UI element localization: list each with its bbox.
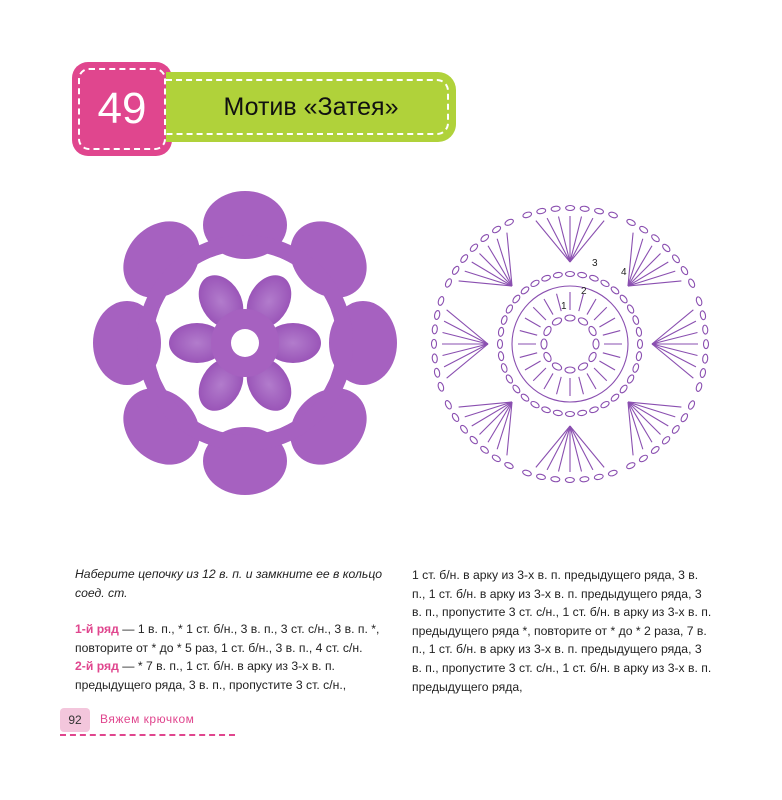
chain-stitch (636, 327, 642, 337)
chain-stitch (541, 339, 547, 349)
stitch-mark (525, 318, 541, 327)
stitch-mark (520, 331, 537, 336)
picot-chain (699, 368, 706, 378)
row-1-label: 1-й ряд (75, 622, 119, 637)
chain-stitch (553, 272, 563, 278)
fan-stitch (444, 344, 488, 367)
chain-stitch (530, 279, 540, 288)
picot-chain (695, 296, 703, 306)
chain-stitch (542, 325, 552, 337)
picot-chain (671, 254, 681, 264)
intro-text: Наберите цепочку из 12 в. п. и замкните ее в кольцо соед. ст. (75, 567, 383, 600)
chain-stitch (577, 410, 587, 416)
picot-chain (580, 476, 589, 482)
picot-chain (680, 265, 689, 275)
row-label-1: 1 (561, 301, 567, 312)
chain-stitch (638, 340, 643, 349)
book-title: Вяжем крючком (100, 712, 195, 726)
picot-chain (444, 400, 452, 410)
picot-chain (565, 477, 574, 482)
chain-stitch (498, 340, 503, 349)
fan-stitch (652, 321, 696, 344)
chain-stitch (626, 304, 635, 314)
stitch-mark (533, 307, 546, 320)
fan-stitch (652, 344, 696, 367)
chain-stitch (500, 315, 508, 325)
picot-chain (491, 225, 501, 234)
stitch-mark (599, 318, 615, 327)
chain-stitch (505, 374, 514, 384)
chain-stitch (530, 400, 540, 409)
chain-stitch (577, 361, 589, 371)
picot-chain (434, 368, 441, 378)
picot-chain (469, 435, 479, 445)
picot-chain (432, 325, 438, 334)
picot-chain (480, 233, 490, 243)
chain-stitch (512, 294, 522, 304)
fan-stitch (547, 426, 570, 470)
chain-stitch (565, 315, 575, 321)
chain-stitch (566, 272, 575, 277)
picot-chain (638, 454, 648, 463)
instructions-column-1 (75, 565, 395, 695)
picot-chain (566, 205, 575, 210)
picot-chain (702, 325, 708, 334)
stitch-mark (520, 353, 537, 358)
picot-chain (594, 474, 604, 481)
picot-chain (551, 476, 560, 482)
chain-stitch (619, 384, 629, 394)
stitch-mark (587, 299, 596, 315)
picot-chain (626, 218, 636, 227)
picot-chain (551, 206, 560, 212)
row-1-instruction (75, 620, 395, 657)
row-label-2: 2 (581, 286, 587, 297)
chain-stitch (512, 384, 522, 394)
chain-stitch (577, 316, 589, 326)
picot-chain (580, 206, 589, 212)
chain-stitch (610, 393, 620, 403)
chain-stitch (626, 374, 635, 384)
picot-chain (639, 225, 649, 234)
stitch-mark (587, 373, 596, 389)
stitch-mark (533, 368, 546, 381)
crochet-chart-diagram (418, 172, 728, 507)
chain-stitch (551, 316, 563, 326)
picot-chain (650, 233, 660, 243)
stitch-mark (594, 368, 607, 381)
fan-stitch (547, 218, 570, 262)
picot-chain (437, 382, 445, 392)
picot-chain (479, 445, 489, 455)
picot-chain (431, 339, 436, 348)
chain-stitch (610, 286, 620, 296)
picot-chain (671, 424, 681, 434)
chain-stitch (541, 274, 551, 282)
picot-chain (451, 412, 460, 422)
row-2-text: — * 7 в. п., 1 ст. б/н. в арку из 3-х в. п. предыдущего ряда, 3 в. п., пропустите 3 ст. с/н., (75, 659, 347, 692)
chain-stitch (520, 286, 530, 296)
stitch-mark (544, 299, 553, 315)
chain-stitch (505, 304, 514, 314)
chain-stitch (632, 315, 640, 325)
chain-stitch (553, 410, 563, 416)
row-label-4: 4 (621, 267, 627, 278)
chain-stitch (600, 400, 610, 409)
chain-stitch (500, 363, 508, 373)
chain-stitch (566, 412, 575, 417)
chain-stitch (520, 393, 530, 403)
picot-chain (661, 435, 671, 445)
picot-chain (437, 296, 445, 306)
picot-chain (434, 310, 441, 320)
picot-chain (522, 211, 532, 219)
row-2-continued: 1 ст. б/н. в арку из 3-х в. п. предыдущего ряда, 3 в. п., 1 ст. б/н. в арку из 3-х в. п. предыдущего ряда, 3 в. п., пропустите 3 ст. с/н., 1 ст. б/н. в арку из 3-х в. п. предыдущего ряда *, повторите от * до * 2 раза, 7 в. п., 1 ст. б/н. в арку из 3-х в. п. предыдущего ряда, 3 в. п., пропустите 3 ст. с/н., 1 ст. б/н. в арку из 3-х в. п. предыдущего ряда, (412, 568, 712, 694)
motif-number: 49 (97, 84, 147, 133)
crochet-motif-photo (80, 175, 410, 510)
page-title: Мотив «Затея» (223, 92, 399, 121)
motif-center-hole (231, 329, 259, 357)
picot-chain (650, 445, 660, 455)
chain-stitch (589, 274, 599, 282)
picot-chain (626, 461, 636, 469)
motif-number-badge (72, 62, 172, 156)
picot-chain (536, 208, 546, 215)
fan-stitch (570, 218, 593, 262)
chain-stitch (541, 406, 551, 414)
picot-chain (459, 253, 469, 263)
instructions-column-2 (412, 566, 712, 696)
picot-chain (661, 243, 671, 253)
picot-chain (522, 469, 532, 477)
picot-chain (504, 461, 514, 470)
picot-chain (703, 340, 708, 349)
stitch-mark (579, 377, 584, 394)
row-label-3: 3 (592, 258, 598, 269)
stitch-mark (544, 373, 553, 389)
picot-chain (594, 208, 604, 215)
stitch-mark (594, 307, 607, 320)
row-2-label: 2-й ряд (75, 659, 119, 674)
row-2-instruction (75, 657, 395, 694)
picot-chain (451, 265, 460, 275)
chain-stitch (498, 351, 504, 361)
picot-chain (491, 454, 501, 463)
picot-chain (695, 382, 703, 392)
picot-chain (680, 413, 689, 423)
chain-stitch (551, 361, 563, 371)
chain-stitch (587, 325, 597, 337)
chain-stitch (600, 279, 610, 288)
row-1-text: — 1 в. п., * 1 ст. б/н., 3 в. п., 3 ст. с/н., 3 в. п. *, повторите от * до * 5 раз, 1 ст. б/н., 3 в. п., 4 ст. с/н. (75, 622, 380, 655)
picot-chain (608, 469, 618, 477)
title-banner (166, 72, 456, 142)
fan-stitch (444, 321, 488, 344)
picot-chain (469, 243, 479, 253)
footer-dashed-line (60, 734, 235, 736)
stitch-mark (603, 331, 620, 336)
picot-chain (459, 424, 469, 434)
chain-stitch (577, 272, 587, 278)
chain-stitch (632, 363, 640, 373)
picot-chain (432, 354, 438, 363)
chain-stitch (593, 339, 599, 349)
picot-chain (444, 278, 453, 288)
picot-chain (687, 400, 696, 410)
chain-stitch (565, 367, 575, 373)
chain-stitch (587, 351, 597, 363)
picot-chain (536, 473, 546, 480)
picot-chain (687, 278, 695, 288)
stitch-mark (603, 353, 620, 358)
picot-chain (608, 211, 618, 219)
chain-stitch (542, 351, 552, 363)
picot-chain (700, 310, 707, 320)
stitch-mark (599, 361, 615, 370)
chain-stitch (636, 351, 642, 361)
chain-stitch (589, 406, 599, 414)
picot-chain (504, 218, 514, 226)
picot-chain (702, 354, 708, 363)
stitch-mark (557, 377, 562, 394)
chain-stitch (498, 327, 504, 337)
page-number: 92 (60, 708, 90, 732)
fan-stitch (570, 426, 593, 470)
chain-stitch (619, 294, 629, 304)
stitch-mark (525, 361, 541, 370)
